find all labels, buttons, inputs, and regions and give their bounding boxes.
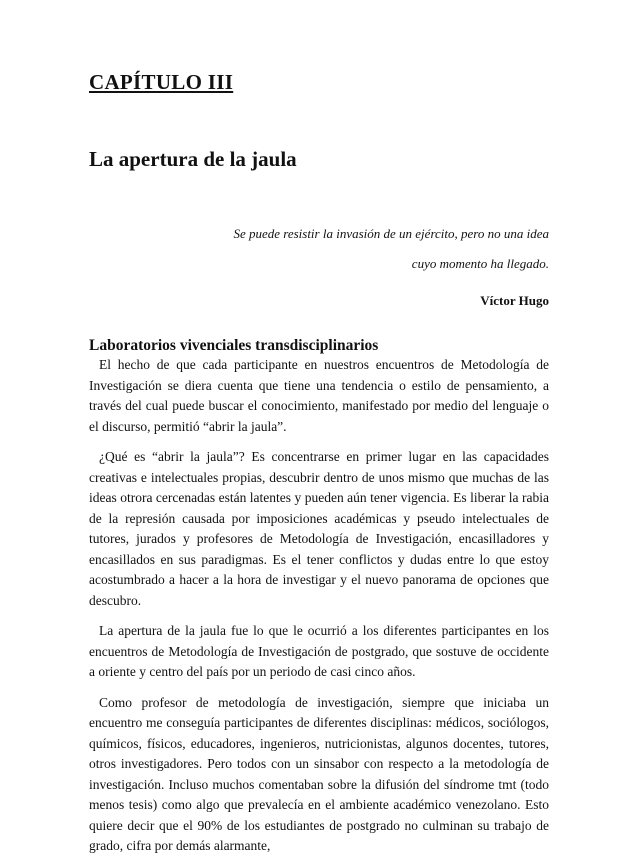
epigraph <box>200 224 549 309</box>
epigraph-line-1: Se puede resistir la invasión de un ejército, pero no una idea <box>233 226 549 241</box>
paragraph: ¿Qué es “abrir la jaula”? Es concentrarse en primer lugar en las capacidades creativas e intelectuales propias, descubrir dentro de unos mismo que muchas de las ideas otrora cercenadas están latentes y pueden aún tener vigencia. Es liberar la rabia de la represión causada por imposiciones académicas y pseudo intelectuales de tutores, jurados y profesores de Metodología de Investigación, encasilladores y encasillados en sus paradigmas. Es el tener conflictos y dudas entre lo que estoy acostumbrado a hacer a la hora de investigar y el nuevo panorama de opciones que descubro. <box>89 449 549 608</box>
epigraph-author: Víctor Hugo <box>480 293 549 308</box>
body-text <box>89 355 549 867</box>
chapter-heading: CAPÍTULO III <box>89 70 234 94</box>
paragraph: La apertura de la jaula fue lo que le ocurrió a los diferentes participantes en los encuentros de Metodología de Investigación de postgrado, que sostuve de occidente a oriente y centro del país por un periodo de casi cinco años. <box>89 623 549 679</box>
epigraph-line-2: cuyo momento ha llegado. <box>411 256 549 271</box>
section-heading: Laboratorios vivenciales transdisciplinarios <box>89 337 379 354</box>
chapter-title: La apertura de la jaula <box>89 147 297 171</box>
paragraph: El hecho de que cada participante en nuestros encuentros de Metodología de Investigación se diera cuenta que tiene una tendencia o estilo de pensamiento, a través del cual puede buscar el conocimiento, manifestado por medio del lenguaje o el discurso, permitió “abrir la jaula”. <box>89 357 549 434</box>
paragraph: Como profesor de metodología de investigación, siempre que iniciaba un encuentro me conseguía participantes de diferentes disciplinas: médicos, sociólogos, químicos, físicos, educadores, ingenieros, nutricionistas, algunos docentes, tutores, otros investigadores. Pero todos con un sinsabor con respecto a la metodología de investigación. Incluso muchos comentaban sobre la difusión del síndrome tmt (todo menos tesis) como algo que prevalecía en el ambiente académico venezolano. Esto quiere decir que el 90% de los estudiantes de postgrado no culminan su trabajo de grado, cifra por demás alarmante, <box>89 694 549 853</box>
